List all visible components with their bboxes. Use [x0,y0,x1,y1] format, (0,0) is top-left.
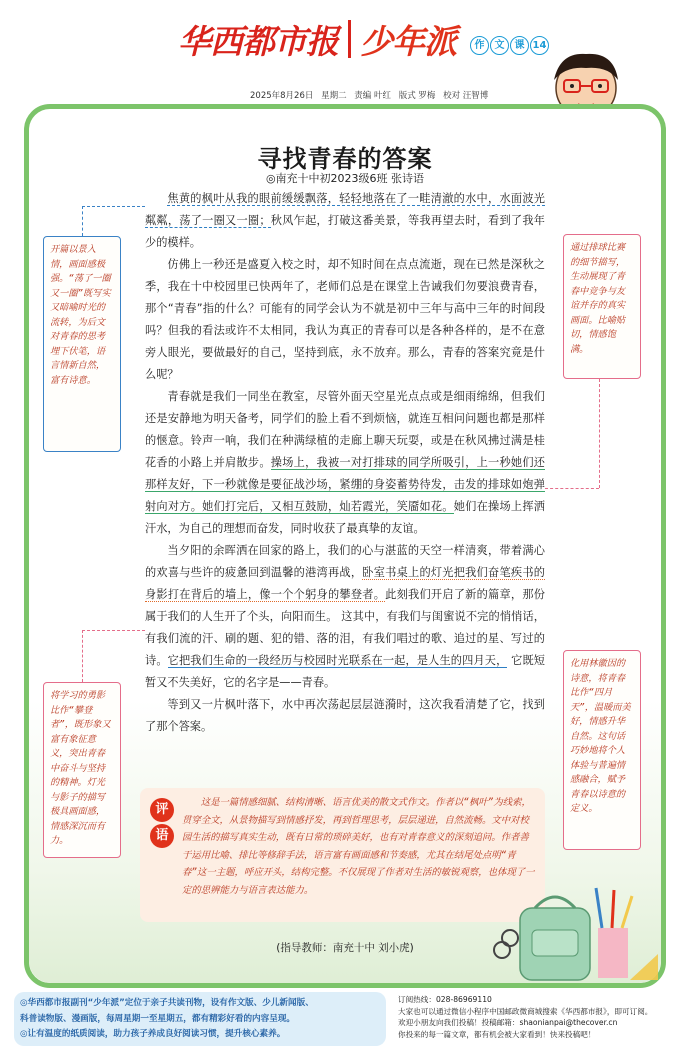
school-supplies-illustration [480,868,660,986]
editor-credit: 责编 叶红 [354,91,391,101]
highlight-sentence: 操场上，我被一对打排球的同学所吸引，上一秒她们还那样友好，下一秒就像是要征战沙场，紧绷的身姿蓄势待发，击发的排球如炮弹射向对方。她们打完后，又相互鼓励，灿若霞光，笑靥如花。 [145,456,545,513]
paragraph: 仿佛上一秒还是盛夏入校之时，却不知时间在点点流逝，现在已然是深秋之季，我在十中校园里已快两年了，老师们总是在课堂上告诫我们勿要浪费青春，那个“青春”指的什么？可能有的同学会认为不就是初中三年与高中三年的时间段吗？但我的看法或许不太相同，我认为真正的青春可以是各种各样的，是不在意旁人眼光，要做最好的自己，坚持到底，永不放弃。那么，青春的答案究竟是什么呢？ [145,258,545,381]
note-connector [82,206,145,207]
column-char: 作 [470,36,489,55]
comment-text: 这是一篇情感细腻、结构清晰、语言优美的散文式作文。作者以“枫叶”为线索，贯穿全文，从景物描写到情感抒发，再到哲理思考，层层递进，自然流畅。文中对校园生活的描写真实生动，既有日常的琐碎美好，也有对青春意义的深刻追问。作者善于运用比喻、排比等修辞手法，语言富有画面感和节奏感，尤其在结尾处点明“青春”这一主题，呼应开头，结构完整。不仅展现了作者对生活的敏锐观察，也体现了一定的思辨能力与语言表达能力。 [182,797,535,896]
note-connector [82,630,83,682]
footer-subscribe-info [398,994,680,1040]
note-connector [545,488,599,489]
footer-line: 科普读物版、漫画版，每周星期一至星期五，都有精彩好看的内容呈现。 [20,1013,296,1024]
paragraph-text: 她们在操场上挥洒汗水，为自己的理想而奋发，同时收获了最真挚的友谊。 [145,500,545,535]
proofread-credit: 校对 汪智博 [443,91,489,101]
side-note: 通过排球比赛的细节描写，生动展现了青春中竞争与友谊并存的真实画面。比喻贴切，情感饱满。 [563,234,641,379]
instructor-credit: (指导教师：南充十中 刘小虎) [276,942,414,954]
paragraph [145,386,545,540]
footer-line: 大家也可以通过微信小程序中国邮政微商城搜索《华西都市报》，即可订阅。 [398,1006,653,1016]
paragraph-text: 它既短暂又不失美好，它的名字是——青春。 [145,654,545,689]
note-connector [82,630,145,631]
issue-date: 2025年8月26日 [250,91,314,101]
layout-credit: 版式 罗梅 [398,91,436,101]
article-title: 寻找青春的答案 [257,145,433,173]
side-note: 将学习的勇影比作“攀登者”，既形象又富有象征意义，突出青春中奋斗与坚持的精神。灯光与影子的描写极具画面感，情感深沉而有力。 [43,682,121,858]
comment-badge-char: 语 [150,824,174,848]
issue-meta [250,89,493,101]
highlight-sentence: 卧室书桌上的灯光把我们奋笔疾书的身影打在背后的墙上，像一个个躬身的攀登者。 [145,566,545,601]
footer-line: 你投来的每一篇文章，都有机会被大家看到！快来投稿吧！ [398,1029,596,1039]
section-title: 少年派 [360,22,456,61]
issue-number: 14 [530,36,549,55]
footer-line: ◎让有温度的纸质阅读，助力孩子养成良好阅读习惯，提升核心素养。 [20,1029,286,1039]
side-note: 开篇以景入情，画面感极强。“荡了一圈又一圈”既写实又暗喻时光的流转，为后文对青春的思考埋下伏笔，语言情新自然，富有诗意。 [43,236,121,452]
footer-line: 欢迎小朋友向我们投稿！投稿邮箱：shaonianpai@thecover.cn [398,1018,618,1028]
highlight-sentence: 它把我们生命的一段经历与校园时光联系在一起，是人生的四月天， [167,654,508,667]
note-connector [599,379,600,488]
comment-badge [150,798,174,846]
footer-line: 订阅热线：028-86969110 [398,995,492,1004]
footer-line: ◎华西都市报副刊“少年派”定位于亲子共读刊物，设有作文版、少儿新闻版、 [20,998,314,1008]
paragraph [145,188,545,254]
article-byline: ◎南充十中初2023级6班 张诗语 [265,172,425,185]
paragraph-text: 青春就是我们一同坐在教室，尽管外面天空星光点点或是细雨绵绵，但我们还是安静地为明天备考，同学们的脸上看不到烦恼，就连互相问问题也都是那样的惬意。铃声一响，我们在种满绿植的走廊上聊天玩耍，或是在秋风拂过满是桂花香的小路上并肩散步。 [145,390,545,469]
side-note: 化用林徽因的诗意，将青春比作“四月天”，温暖而美好，情感升华自然。这句话巧妙地将个人体验与普遍情感融合，赋予青春以诗意的定义。 [563,650,641,850]
issue-weekday: 星期二 [321,91,347,101]
column-char: 课 [510,36,529,55]
paragraph: 等到又一片枫叶落下，水中再次荡起层层涟漪时，这次我看清楚了它，找到了那个答案。 [145,698,545,733]
footer-promo [14,992,386,1046]
masthead-divider [348,20,351,58]
note-connector [82,206,83,236]
article-body [145,188,545,738]
paragraph [145,540,545,694]
paragraph-text: 此刻我们开启了新的篇章，那份属于我们的人生开了个头，向阳而生。 这其中，有我们与闺蜜说不完的悄悄话，有我们流的汗、刷的题、犯的错、落的泪，有我们唱过的歌、追过的星、写过的诗。 [145,588,545,667]
newspaper-brand: 华西都市报 [178,22,338,61]
column-char: 文 [490,36,509,55]
comment-badge-char: 评 [150,798,174,822]
highlight-sentence: 焦黄的枫叶从我的眼前缓缓飘落，轻轻地落在了一畦清澈的水中，水面波光粼粼，荡了一圈又一圈； [145,192,545,227]
paragraph-text: 秋风乍起，打破这番美景，等我再望去时，看到了我年少的模样。 [145,214,545,249]
paragraph-text: 当夕阳的余晖洒在回家的路上，我们的心与湛蓝的天空一样清爽，带着满心的欢喜与些许的疲惫回到温馨的港湾再战， [145,544,545,579]
